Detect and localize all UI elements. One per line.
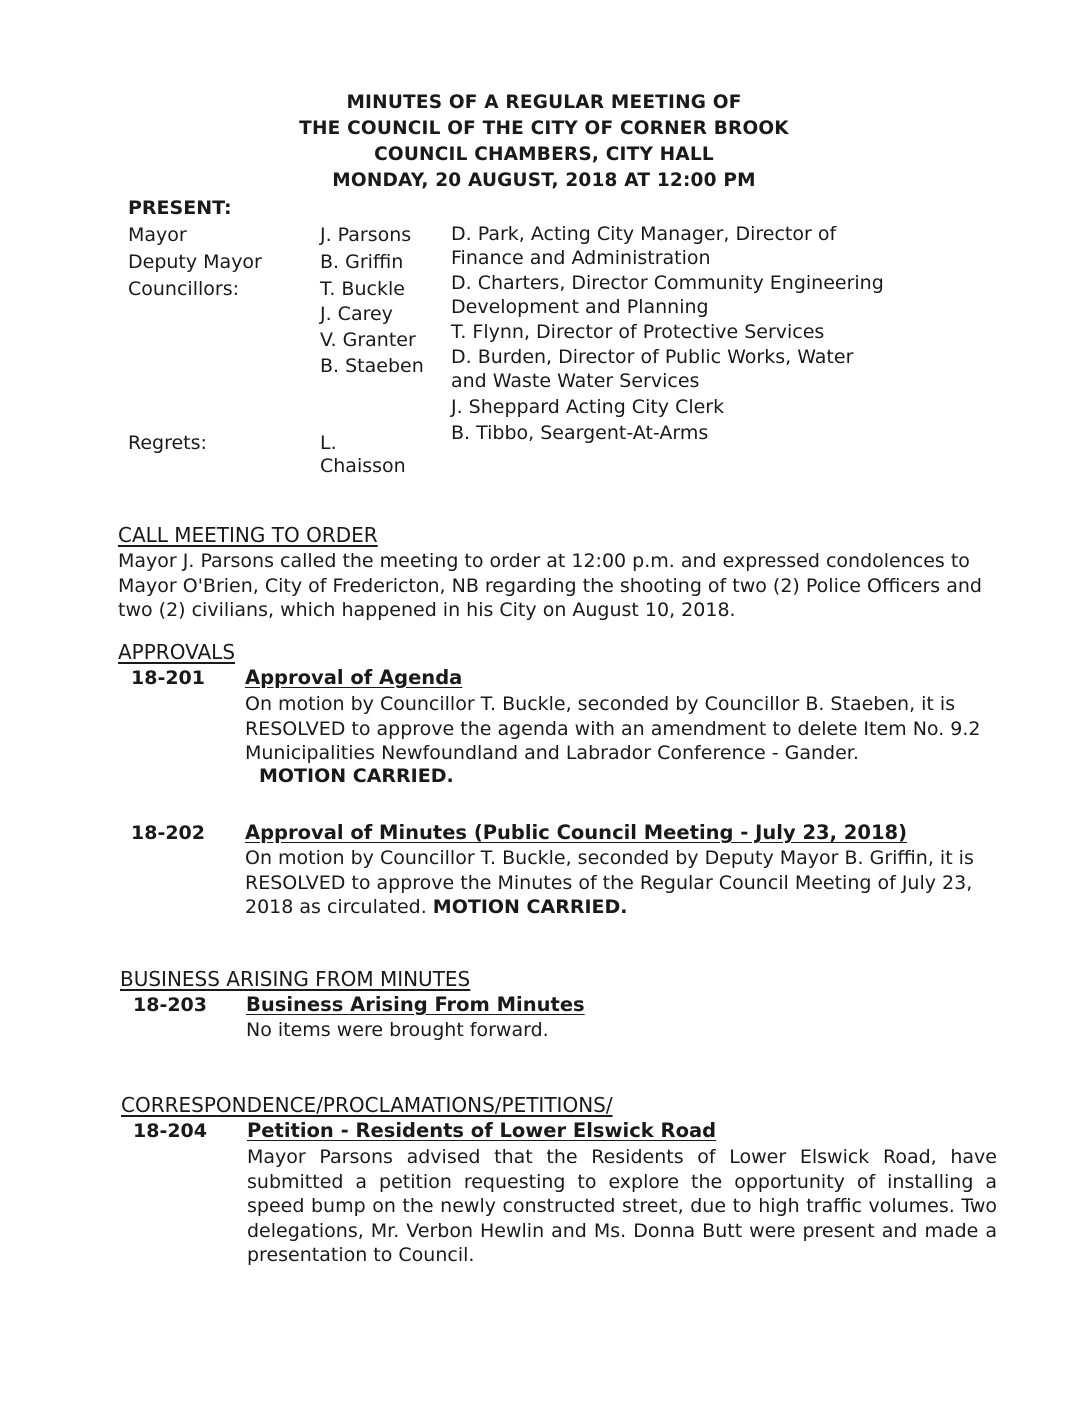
title-line-3: COUNCIL CHAMBERS, CITY HALL	[374, 144, 714, 165]
item-text	[245, 846, 1000, 920]
attendee-name: J. Carey	[320, 303, 393, 325]
item-number: 18-203	[133, 994, 207, 1016]
attendee-name: J. Parsons	[320, 224, 412, 246]
staff-line: Finance and Administration	[451, 247, 711, 269]
item-title: Approval of Agenda	[245, 666, 463, 689]
item-title: Business Arising From Minutes	[246, 993, 585, 1016]
item-number: 18-204	[133, 1120, 207, 1142]
call-to-order-text: Mayor J. Parsons called the meeting to order at 12:00 p.m. and expressed condolences to Mayor O'Brien, City of Fredericton, NB regarding the shooting of two (2) Police Officers and two (2) civilians, which happened in his City on August 10, 2018.	[118, 550, 982, 621]
attendee-name: T. Buckle	[320, 278, 405, 300]
attendee-name: B. Staeben	[320, 355, 424, 377]
staff-line: Development and Planning	[451, 296, 709, 318]
role-councillors: Councillors:	[128, 278, 239, 300]
item-text-body: On motion by Councillor T. Buckle, seconded by Deputy Mayor B. Griffin, it is RESOLVED to approve the Minutes of the Regular Council Meeting of July 23, 2018 as circulated.	[245, 847, 974, 918]
staff-line: and Waste Water Services	[451, 370, 700, 392]
staff-line: B. Tibbo, Seargent-At-Arms	[451, 422, 709, 444]
regrets-label: Regrets:	[128, 432, 207, 454]
title-line-1: MINUTES OF A REGULAR MEETING OF	[346, 92, 742, 113]
item-number: 18-201	[131, 667, 205, 689]
title-line-2: THE COUNCIL OF THE CITY OF CORNER BROOK	[299, 118, 789, 139]
item-title: Petition - Residents of Lower Elswick Road	[247, 1119, 717, 1142]
section-heading-approvals: APPROVALS	[118, 640, 236, 664]
staff-line: T. Flynn, Director of Protective Services	[451, 321, 825, 343]
regrets-name: Chaisson	[320, 455, 406, 477]
item-text: On motion by Councillor T. Buckle, seconded by Councillor B. Staeben, it is RESOLVED to approve the agenda with an amendment to delete Item No. 9.2 Municipalities Newfoundland and Labrador Conference - Gander.	[245, 693, 981, 764]
staff-line: D. Park, Acting City Manager, Director of	[451, 223, 837, 245]
item-text: Mayor Parsons advised that the Residents of Lower Elswick Road, have submitted a petition requesting to explore the opportunity of installing a speed bump on the newly constructed street, due to high traffic volumes. Two delegations, Mr. Verbon Hewlin and Ms. Donna Butt were present and made a presentation to Council.	[247, 1146, 997, 1266]
staff-line: D. Charters, Director Community Engineering	[451, 272, 884, 294]
item-title: Approval of Minutes (Public Council Meeting - July 23, 2018)	[245, 821, 907, 844]
role-deputy-mayor: Deputy Mayor	[128, 251, 262, 273]
item-text: No items were brought forward.	[246, 1019, 549, 1041]
regrets-name: L.	[320, 432, 337, 454]
staff-line: D. Burden, Director of Public Works, Water	[451, 346, 854, 368]
section-heading-correspondence: CORRESPONDENCE/PROCLAMATIONS/PETITIONS/	[121, 1093, 613, 1117]
present-heading: PRESENT:	[128, 197, 232, 219]
item-number: 18-202	[131, 822, 205, 844]
attendee-name: B. Griffin	[320, 251, 404, 273]
section-heading-business: BUSINESS ARISING FROM MINUTES	[120, 967, 471, 991]
motion-carried: MOTION CARRIED.	[432, 896, 628, 918]
attendee-name: V. Granter	[320, 329, 416, 351]
role-mayor: Mayor	[128, 224, 187, 246]
staff-line: J. Sheppard Acting City Clerk	[451, 396, 725, 418]
motion-carried: MOTION CARRIED.	[259, 765, 454, 787]
section-heading-call-to-order: CALL MEETING TO ORDER	[118, 523, 378, 547]
title-line-4: MONDAY, 20 AUGUST, 2018 AT 12:00 PM	[332, 170, 756, 191]
